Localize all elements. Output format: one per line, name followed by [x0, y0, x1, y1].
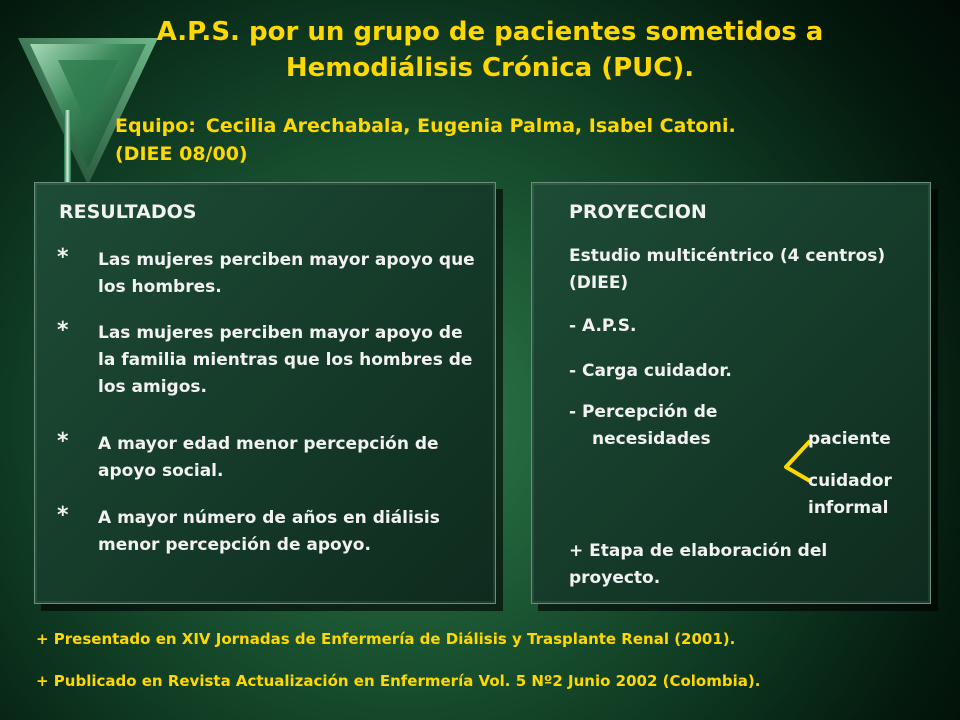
team-label: Equipo: — [115, 115, 196, 137]
team-members: Cecilia Arechabala, Eugenia Palma, Isabel Catoni. — [205, 115, 736, 137]
projection-heading: PROYECCION — [569, 201, 707, 223]
result-item: A mayor número de años en diálisis menor percepción de apoyo. — [98, 508, 440, 555]
bullet-icon: * — [57, 318, 69, 343]
study-description: Estudio multicéntrico (4 centros) (DIEE) — [569, 246, 886, 293]
footer-published: + Publicado en Revista Actualización en Enfermería Vol. 5 Nº2 Junio 2002 (Colombia). — [36, 672, 761, 690]
fork-arrow-icon — [762, 433, 812, 483]
projection-item: - Carga cuidador. — [569, 361, 732, 381]
project-code: (DIEE 08/00) — [115, 143, 248, 165]
projection-item: - A.P.S. — [569, 316, 637, 336]
result-item: Las mujeres perciben mayor apoyo de la familia mientras que los hombres de los amigos. — [98, 323, 473, 397]
bullet-icon: * — [57, 503, 69, 528]
projection-item: - Percepción de — [569, 402, 718, 422]
projection-panel — [531, 182, 931, 604]
team-block — [115, 112, 915, 168]
results-heading: RESULTADOS — [59, 201, 197, 223]
bullet-icon: * — [57, 245, 69, 270]
stage-note: + Etapa de elaboración del proyecto. — [569, 541, 828, 588]
page-title: A.P.S. por un grupo de pacientes sometidos a Hemodiálisis Crónica (PUC). — [156, 17, 824, 83]
needs-label: necesidades — [592, 429, 711, 449]
result-item: Las mujeres perciben mayor apoyo que los hombres. — [98, 250, 475, 297]
result-item: A mayor edad menor percepción de apoyo social. — [98, 434, 439, 481]
results-panel — [34, 182, 496, 604]
bullet-icon: * — [57, 429, 69, 454]
target-caregiver: cuidador informal — [808, 471, 892, 518]
target-patient: paciente — [808, 429, 891, 449]
footer-presented: + Presentado en XIV Jornadas de Enfermería de Diálisis y Trasplante Renal (2001). — [36, 630, 736, 648]
